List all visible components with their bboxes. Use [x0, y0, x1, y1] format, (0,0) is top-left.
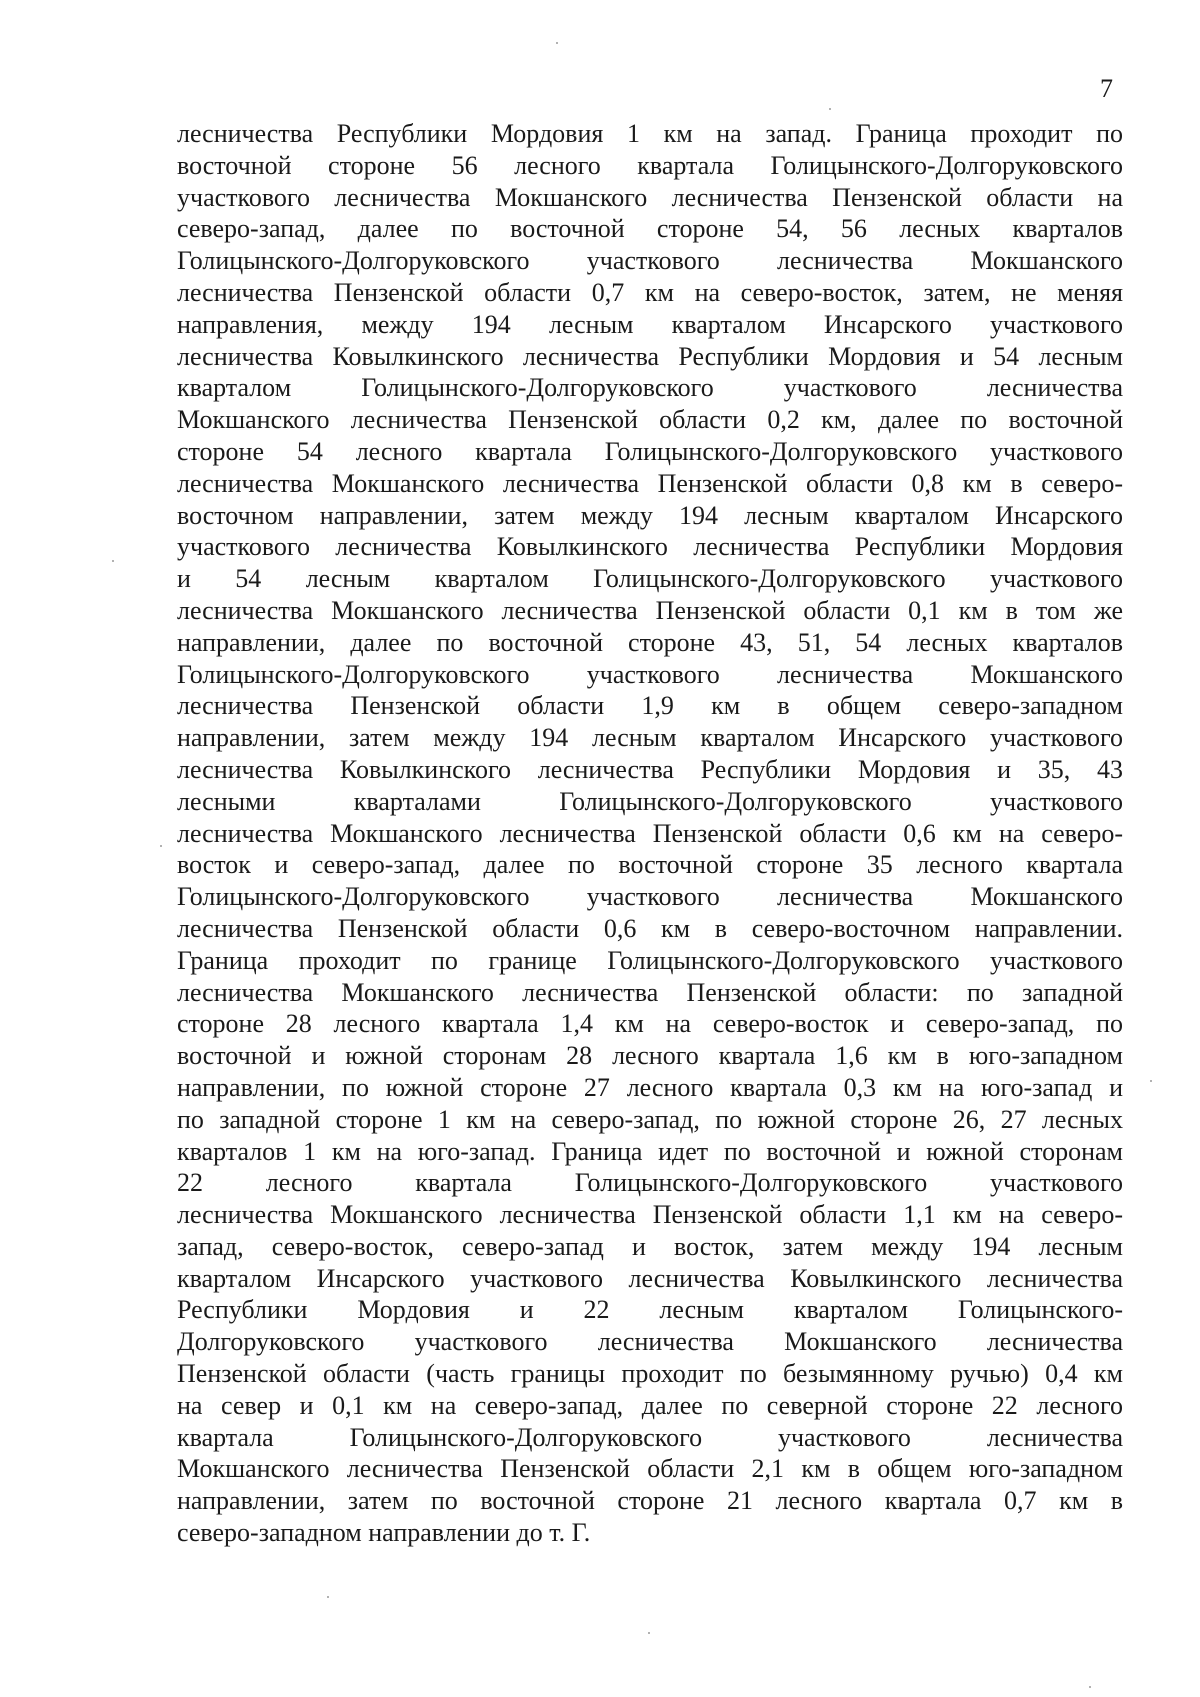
text-line: восточной стороне 56 лесного квартала Голицынского-Долгоруковского: [177, 150, 1123, 180]
text-line: направлении, по южной стороне 27 лесного квартала 0,3 км на юго-запад и: [177, 1072, 1123, 1102]
text-line: лесничества Мокшанского лесничества Пензенской области 0,6 км на северо-: [177, 818, 1123, 848]
body-text: [177, 118, 1123, 1549]
text-line: кварталов 1 км на юго-запад. Граница идет по восточной и южной сторонам: [177, 1136, 1123, 1166]
text-line: стороне 28 лесного квартала 1,4 км на северо-восток и северо-запад, по: [177, 1009, 1123, 1039]
text-line: участкового лесничества Ковылкинского лесничества Республики Мордовия: [177, 532, 1123, 562]
text-line: Мокшанского лесничества Пензенской области 2,1 км в общем юго-западном: [177, 1454, 1123, 1484]
text-line: восточном направлении, затем между 194 лесным кварталом Инсарского: [177, 500, 1123, 530]
text-line: лесничества Ковылкинского лесничества Республики Мордовия и 54 лесным: [177, 341, 1123, 371]
text-line: и 54 лесным кварталом Голицынского-Долгоруковского участкового: [177, 564, 1123, 594]
text-line: лесничества Мокшанского лесничества Пензенской области 0,8 км в северо-: [177, 468, 1123, 498]
text-line: восточной и южной сторонам 28 лесного квартала 1,6 км в юго-западном: [177, 1041, 1123, 1071]
text-line: Мокшанского лесничества Пензенской области 0,2 км, далее по восточной: [177, 405, 1123, 435]
page-number: 7: [1100, 74, 1113, 103]
text-line: Республики Мордовия и 22 лесным кварталом Голицынского-: [177, 1295, 1123, 1325]
text-line: Голицынского-Долгоруковского участкового лесничества Мокшанского: [177, 882, 1123, 912]
text-line: лесничества Ковылкинского лесничества Республики Мордовия и 35, 43: [177, 754, 1123, 784]
scan-speck: [556, 42, 558, 44]
text-line: кварталом Инсарского участкового лесничества Ковылкинского лесничества: [177, 1263, 1123, 1293]
text-line: на север и 0,1 км на северо-запад, далее по северной стороне 22 лесного: [177, 1390, 1123, 1420]
text-line: Долгоруковского участкового лесничества Мокшанского лесничества: [177, 1327, 1123, 1357]
text-line: направления, между 194 лесным кварталом Инсарского участкового: [177, 309, 1123, 339]
scan-speck: [160, 845, 162, 847]
text-line: восток и северо-запад, далее по восточной стороне 35 лесного квартала: [177, 850, 1123, 880]
text-line: лесничества Мокшанского лесничества Пензенской области 0,1 км в том же: [177, 595, 1123, 625]
text-line: кварталом Голицынского-Долгоруковского участкового лесничества: [177, 373, 1123, 403]
text-line: направлении, затем между 194 лесным кварталом Инсарского участкового: [177, 723, 1123, 753]
text-line: квартала Голицынского-Долгоруковского участкового лесничества: [177, 1422, 1123, 1452]
text-line: лесными кварталами Голицынского-Долгоруковского участкового: [177, 786, 1123, 816]
scan-speck: [1089, 1686, 1091, 1688]
text-line: лесничества Пензенской области 0,7 км на северо-восток, затем, не меняя: [177, 277, 1123, 307]
text-line: по западной стороне 1 км на северо-запад, по южной стороне 26, 27 лесных: [177, 1104, 1123, 1134]
scan-speck: [112, 560, 114, 562]
text-line: запад, северо-восток, северо-запад и восток, затем между 194 лесным: [177, 1231, 1123, 1261]
text-line: направлении, затем по восточной стороне 21 лесного квартала 0,7 км в: [177, 1486, 1123, 1516]
text-line: направлении, далее по восточной стороне 43, 51, 54 лесных кварталов: [177, 627, 1123, 657]
text-line: стороне 54 лесного квартала Голицынского-Долгоруковского участкового: [177, 436, 1123, 466]
text-line: лесничества Мокшанского лесничества Пензенской области: по западной: [177, 977, 1123, 1007]
text-line: северо-западном направлении до т. Г.: [177, 1518, 591, 1548]
scan-speck: [648, 1632, 650, 1634]
text-line: участкового лесничества Мокшанского лесничества Пензенской области на: [177, 182, 1123, 212]
text-line: лесничества Пензенской области 1,9 км в общем северо-западном: [177, 691, 1123, 721]
scan-speck: [829, 108, 831, 110]
text-line: Пензенской области (часть границы проходит по безымянному ручью) 0,4 км: [177, 1359, 1123, 1389]
text-line: Голицынского-Долгоруковского участкового лесничества Мокшанского: [177, 246, 1123, 276]
scan-speck: [327, 1596, 329, 1598]
text-line: Голицынского-Долгоруковского участкового лесничества Мокшанского: [177, 659, 1123, 689]
text-line: 22 лесного квартала Голицынского-Долгоруковского участкового: [177, 1168, 1123, 1198]
text-line: лесничества Республики Мордовия 1 км на запад. Граница проходит по: [177, 119, 1123, 148]
text-line: Граница проходит по границе Голицынского-Долгоруковского участкового: [177, 945, 1123, 975]
text-line: северо-запад, далее по восточной стороне 54, 56 лесных кварталов: [177, 214, 1123, 244]
text-line: лесничества Пензенской области 0,6 км в северо-восточном направлении.: [177, 913, 1123, 943]
scan-speck: [1150, 1080, 1152, 1082]
text-line: лесничества Мокшанского лесничества Пензенской области 1,1 км на северо-: [177, 1200, 1123, 1230]
